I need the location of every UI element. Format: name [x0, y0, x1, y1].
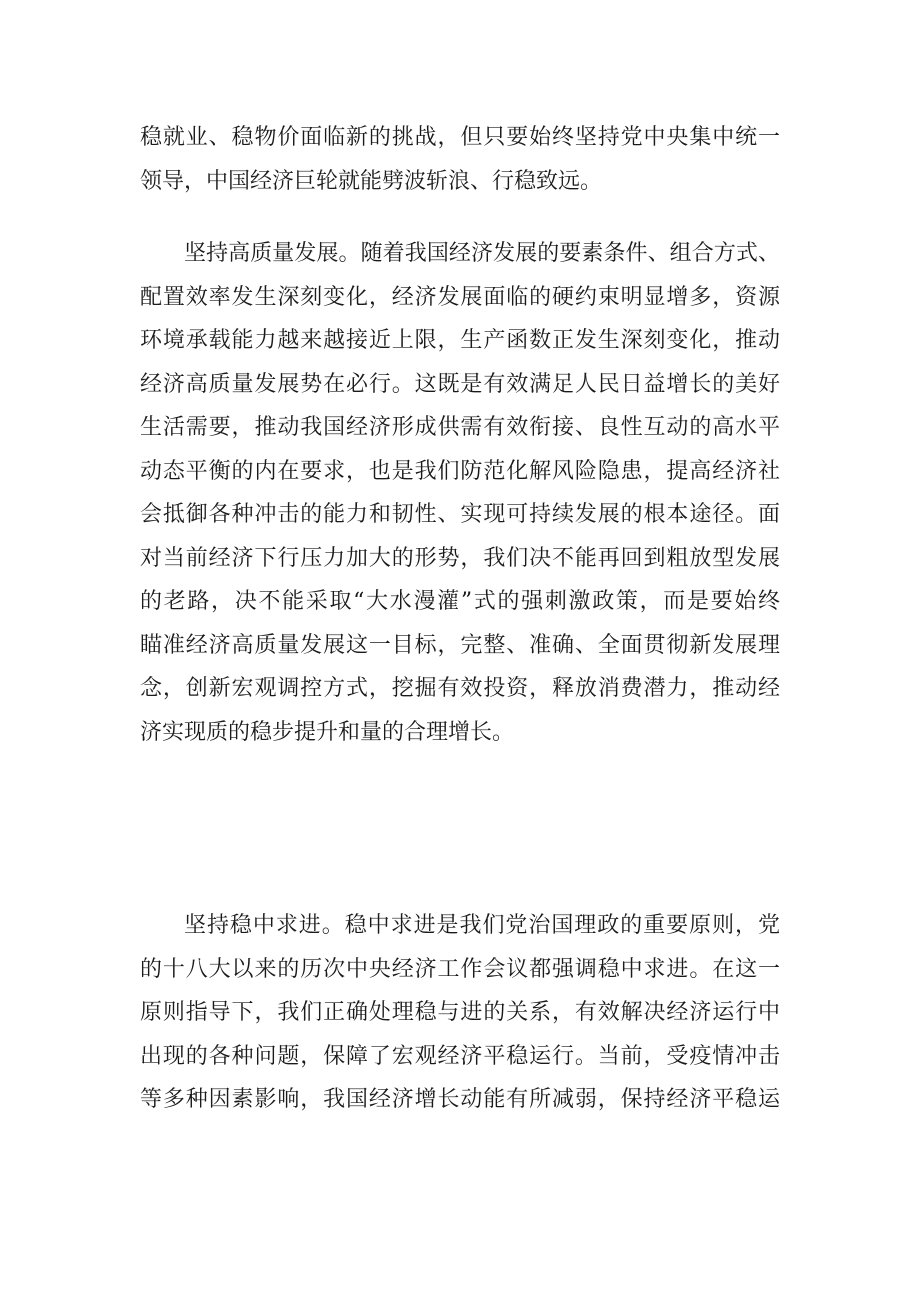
text-line: 坚持稳中求进。稳中求进是我们党治国理政的重要原则，党 [184, 913, 780, 938]
text-line: 念，创新宏观调控方式，挖掘有效投资，释放消费潜力，推动经 [140, 676, 780, 701]
paragraph-high-quality-development [140, 232, 780, 754]
text-line: 济实现质的稳步提升和量的合理增长。 [140, 719, 515, 745]
text-line: 等多种因素影响，我国经济增长动能有所减弱，保持经济平稳运 [140, 1087, 780, 1112]
paragraph-steady-progress [140, 904, 780, 1122]
text-line: 经济高质量发展势在必行。这既是有效满足人民日益增长的美好 [140, 371, 780, 397]
text-line: 瞄准经济高质量发展这一目标，完整、准确、全面贯彻新发展理 [140, 632, 780, 658]
text-line: 配置效率发生深刻变化，经济发展面临的硬约束明显增多，资源 [140, 284, 780, 310]
text-line: 原则指导下，我们正确处理稳与进的关系，有效解决经济运行中 [140, 1000, 780, 1025]
text-line: 稳就业、稳物价面临新的挑战，但只要始终坚持党中央集中统一 [140, 125, 780, 150]
text-line: 领导，中国经济巨轮就能劈波斩浪、行稳致远。 [140, 168, 603, 194]
text-line: 对当前经济下行压力加大的形势，我们决不能再回到粗放型发展 [140, 545, 780, 571]
text-line: 坚持高质量发展。随着我国经济发展的要素条件、组合方式、 [184, 241, 780, 266]
text-line: 动态平衡的内在要求，也是我们防范化解风险隐患，提高经济社 [140, 458, 780, 484]
text-line: 出现的各种问题，保障了宏观经济平稳运行。当前，受疫情冲击 [140, 1043, 780, 1069]
text-line: 生活需要，推动我国经济形成供需有效衔接、良性互动的高水平 [140, 415, 780, 440]
text-line: 环境承载能力越来越接近上限，生产函数正发生深刻变化，推动 [140, 328, 780, 353]
text-line: 会抵御各种冲击的能力和韧性、实现可持续发展的根本途径。面 [140, 502, 780, 527]
paragraph-continuation [140, 116, 780, 203]
text-line: 的老路，决不能采取“大水漫灌”式的强刺激政策，而是要始终 [140, 589, 780, 614]
text-line: 的十八大以来的历次中央经济工作会议都强调稳中求进。在这一 [140, 956, 780, 982]
